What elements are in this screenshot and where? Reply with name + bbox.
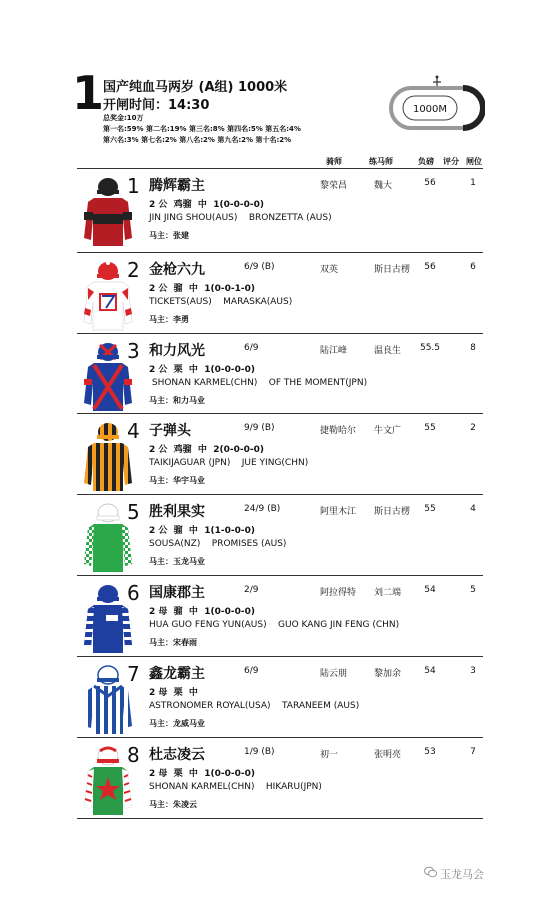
horse-number: 1	[127, 174, 140, 198]
trainer: 黎加余	[374, 669, 402, 679]
trainer: 斯日古楞	[374, 265, 411, 275]
horse-info: 2 母 骝 中 1(0-0-0-0)	[149, 607, 255, 617]
trainer: 魏大	[374, 181, 393, 191]
total-purse: 总奖金:10万	[103, 114, 144, 122]
gate: 2	[470, 423, 476, 433]
jockey: 初一	[320, 750, 339, 760]
owner: 马主：张建	[149, 231, 189, 240]
draw: 2/9	[244, 585, 259, 595]
pedigree: TICKETS(AUS) MARASKA(AUS)	[149, 297, 293, 307]
trainer: 牛文广	[374, 426, 402, 436]
weight: 56	[424, 262, 436, 272]
trainer: 斯日古楞	[374, 507, 411, 517]
col-header-trainer: 练马师	[369, 157, 393, 166]
horse-name: 金枪六九	[149, 262, 205, 278]
horse-info: 2 母 栗 中	[149, 688, 198, 698]
pedigree: JIN JING SHOU(AUS) BRONZETTA (AUS)	[149, 213, 332, 223]
horse-number: 4	[127, 419, 140, 443]
gate: 7	[470, 747, 476, 757]
horse-info: 2 公 骝 中 1(0-0-1-0)	[149, 284, 255, 294]
horse-number: 8	[127, 743, 140, 767]
prize-split-line-1: 第一名:59% 第二名:19% 第三名:8% 第四名:5% 第五名:4%	[103, 125, 301, 133]
pedigree: ASTRONOMER ROYAL(USA) TARANEEM (AUS)	[149, 701, 360, 711]
owner: 马主：朱凌云	[149, 800, 197, 809]
horse-name: 国康郡主	[149, 585, 205, 601]
gate: 6	[470, 262, 476, 272]
jockey: 双英	[320, 265, 339, 275]
gate: 5	[470, 585, 476, 595]
divider	[77, 333, 483, 334]
horse-info: 2 公 鸡骝 中 1(0-0-0-0)	[149, 200, 264, 210]
runner-row	[77, 172, 483, 253]
weight: 54	[424, 666, 436, 676]
draw: 1/9 (B)	[244, 747, 275, 757]
trainer: 温良生	[374, 346, 402, 356]
col-header-weight: 负磅	[418, 157, 434, 166]
weight: 56	[424, 178, 436, 188]
race-number: 1	[72, 66, 105, 120]
divider	[77, 737, 483, 738]
owner: 马主：李勇	[149, 315, 189, 324]
col-header-rating: 评分	[443, 157, 459, 166]
pedigree: HUA GUO FENG YUN(AUS) GUO KANG JIN FENG (CHN)	[149, 620, 400, 630]
weight: 54	[424, 585, 436, 595]
distance-label: 1000M	[412, 104, 448, 115]
horse-info: 2 公 栗 中 1(0-0-0-0)	[149, 365, 255, 375]
weight: 55	[424, 504, 436, 514]
jockey: 捷勒哈尔	[320, 426, 357, 436]
race-title: 国产纯血马两岁 (A组) 1000米	[103, 80, 288, 95]
horse-name: 子弹头	[149, 423, 191, 439]
gate: 1	[470, 178, 476, 188]
horse-name: 腾辉霸主	[149, 178, 205, 194]
divider	[77, 252, 483, 253]
owner: 马主：和力马业	[149, 396, 205, 405]
draw: 6/9	[244, 343, 259, 353]
horse-number: 6	[127, 581, 140, 605]
divider	[77, 575, 483, 576]
horse-number: 5	[127, 500, 140, 524]
pedigree: SHONAN KARMEL(CHN) HIKARU(JPN)	[149, 782, 322, 792]
col-header-gate: 闸位	[466, 157, 482, 166]
jockey: 陆江峰	[320, 346, 348, 356]
race-time: 开闸时间：14:30	[103, 98, 210, 113]
draw: 6/9	[244, 666, 259, 676]
weight: 55	[424, 423, 436, 433]
runner-row	[77, 498, 483, 579]
col-header-jockey: 骑师	[326, 157, 342, 166]
horse-name: 杜志凌云	[149, 747, 205, 763]
runner-row	[77, 741, 483, 822]
owner: 马主：宋春雨	[149, 638, 197, 647]
trainer: 刘二端	[374, 588, 402, 598]
pedigree: TAIKIJAGUAR (JPN) JUE YING(CHN)	[149, 458, 309, 468]
jockey: 阿里木江	[320, 507, 357, 517]
divider	[77, 494, 483, 495]
gate: 8	[470, 343, 476, 353]
owner: 马主：龙威马业	[149, 719, 205, 728]
runner-row	[77, 660, 483, 741]
horse-number: 7	[127, 662, 140, 686]
gate: 3	[470, 666, 476, 676]
horse-name: 胜利果实	[149, 504, 205, 520]
jockey: 黎荣昌	[320, 181, 348, 191]
draw: 9/9 (B)	[244, 423, 275, 433]
gate: 4	[470, 504, 476, 514]
divider	[77, 413, 483, 414]
draw: 6/9 (B)	[244, 262, 275, 272]
horse-info: 2 公 骝 中 1(1-0-0-0)	[149, 526, 255, 536]
pedigree: SOUSA(NZ) PROMISES (AUS)	[149, 539, 287, 549]
wechat-icon	[424, 866, 437, 878]
pedigree: SHONAN KARMEL(CHN) OF THE MOMENT(JPN)	[149, 378, 368, 388]
weight: 53	[424, 747, 436, 757]
owner: 马主：华宇马业	[149, 476, 205, 485]
divider	[77, 168, 483, 169]
draw: 24/9 (B)	[244, 504, 281, 514]
horse-name: 鑫龙霸主	[149, 666, 205, 682]
runner-row	[77, 256, 483, 337]
horse-number: 2	[127, 258, 140, 282]
jockey: 陆云朋	[320, 669, 348, 679]
runner-row	[77, 579, 483, 660]
weight: 55.5	[419, 343, 441, 353]
divider	[77, 656, 483, 657]
horse-info: 2 母 栗 中 1(0-0-0-0)	[149, 769, 255, 779]
jockey: 阿拉得特	[320, 588, 357, 598]
runner-row	[77, 417, 483, 498]
watermark-text: 玉龙马会	[440, 868, 484, 881]
trainer: 张明亮	[374, 750, 402, 760]
prize-split-line-2: 第六名:3% 第七名:2% 第八名:2% 第九名:2% 第十名:2%	[103, 136, 292, 144]
track-diagram	[385, 74, 485, 144]
divider	[77, 818, 483, 819]
runner-row	[77, 337, 483, 418]
horse-info: 2 公 鸡骝 中 2(0-0-0-0)	[149, 445, 264, 455]
horse-name: 和力风光	[149, 343, 205, 359]
owner: 马主：玉龙马业	[149, 557, 205, 566]
horse-number: 3	[127, 339, 140, 363]
